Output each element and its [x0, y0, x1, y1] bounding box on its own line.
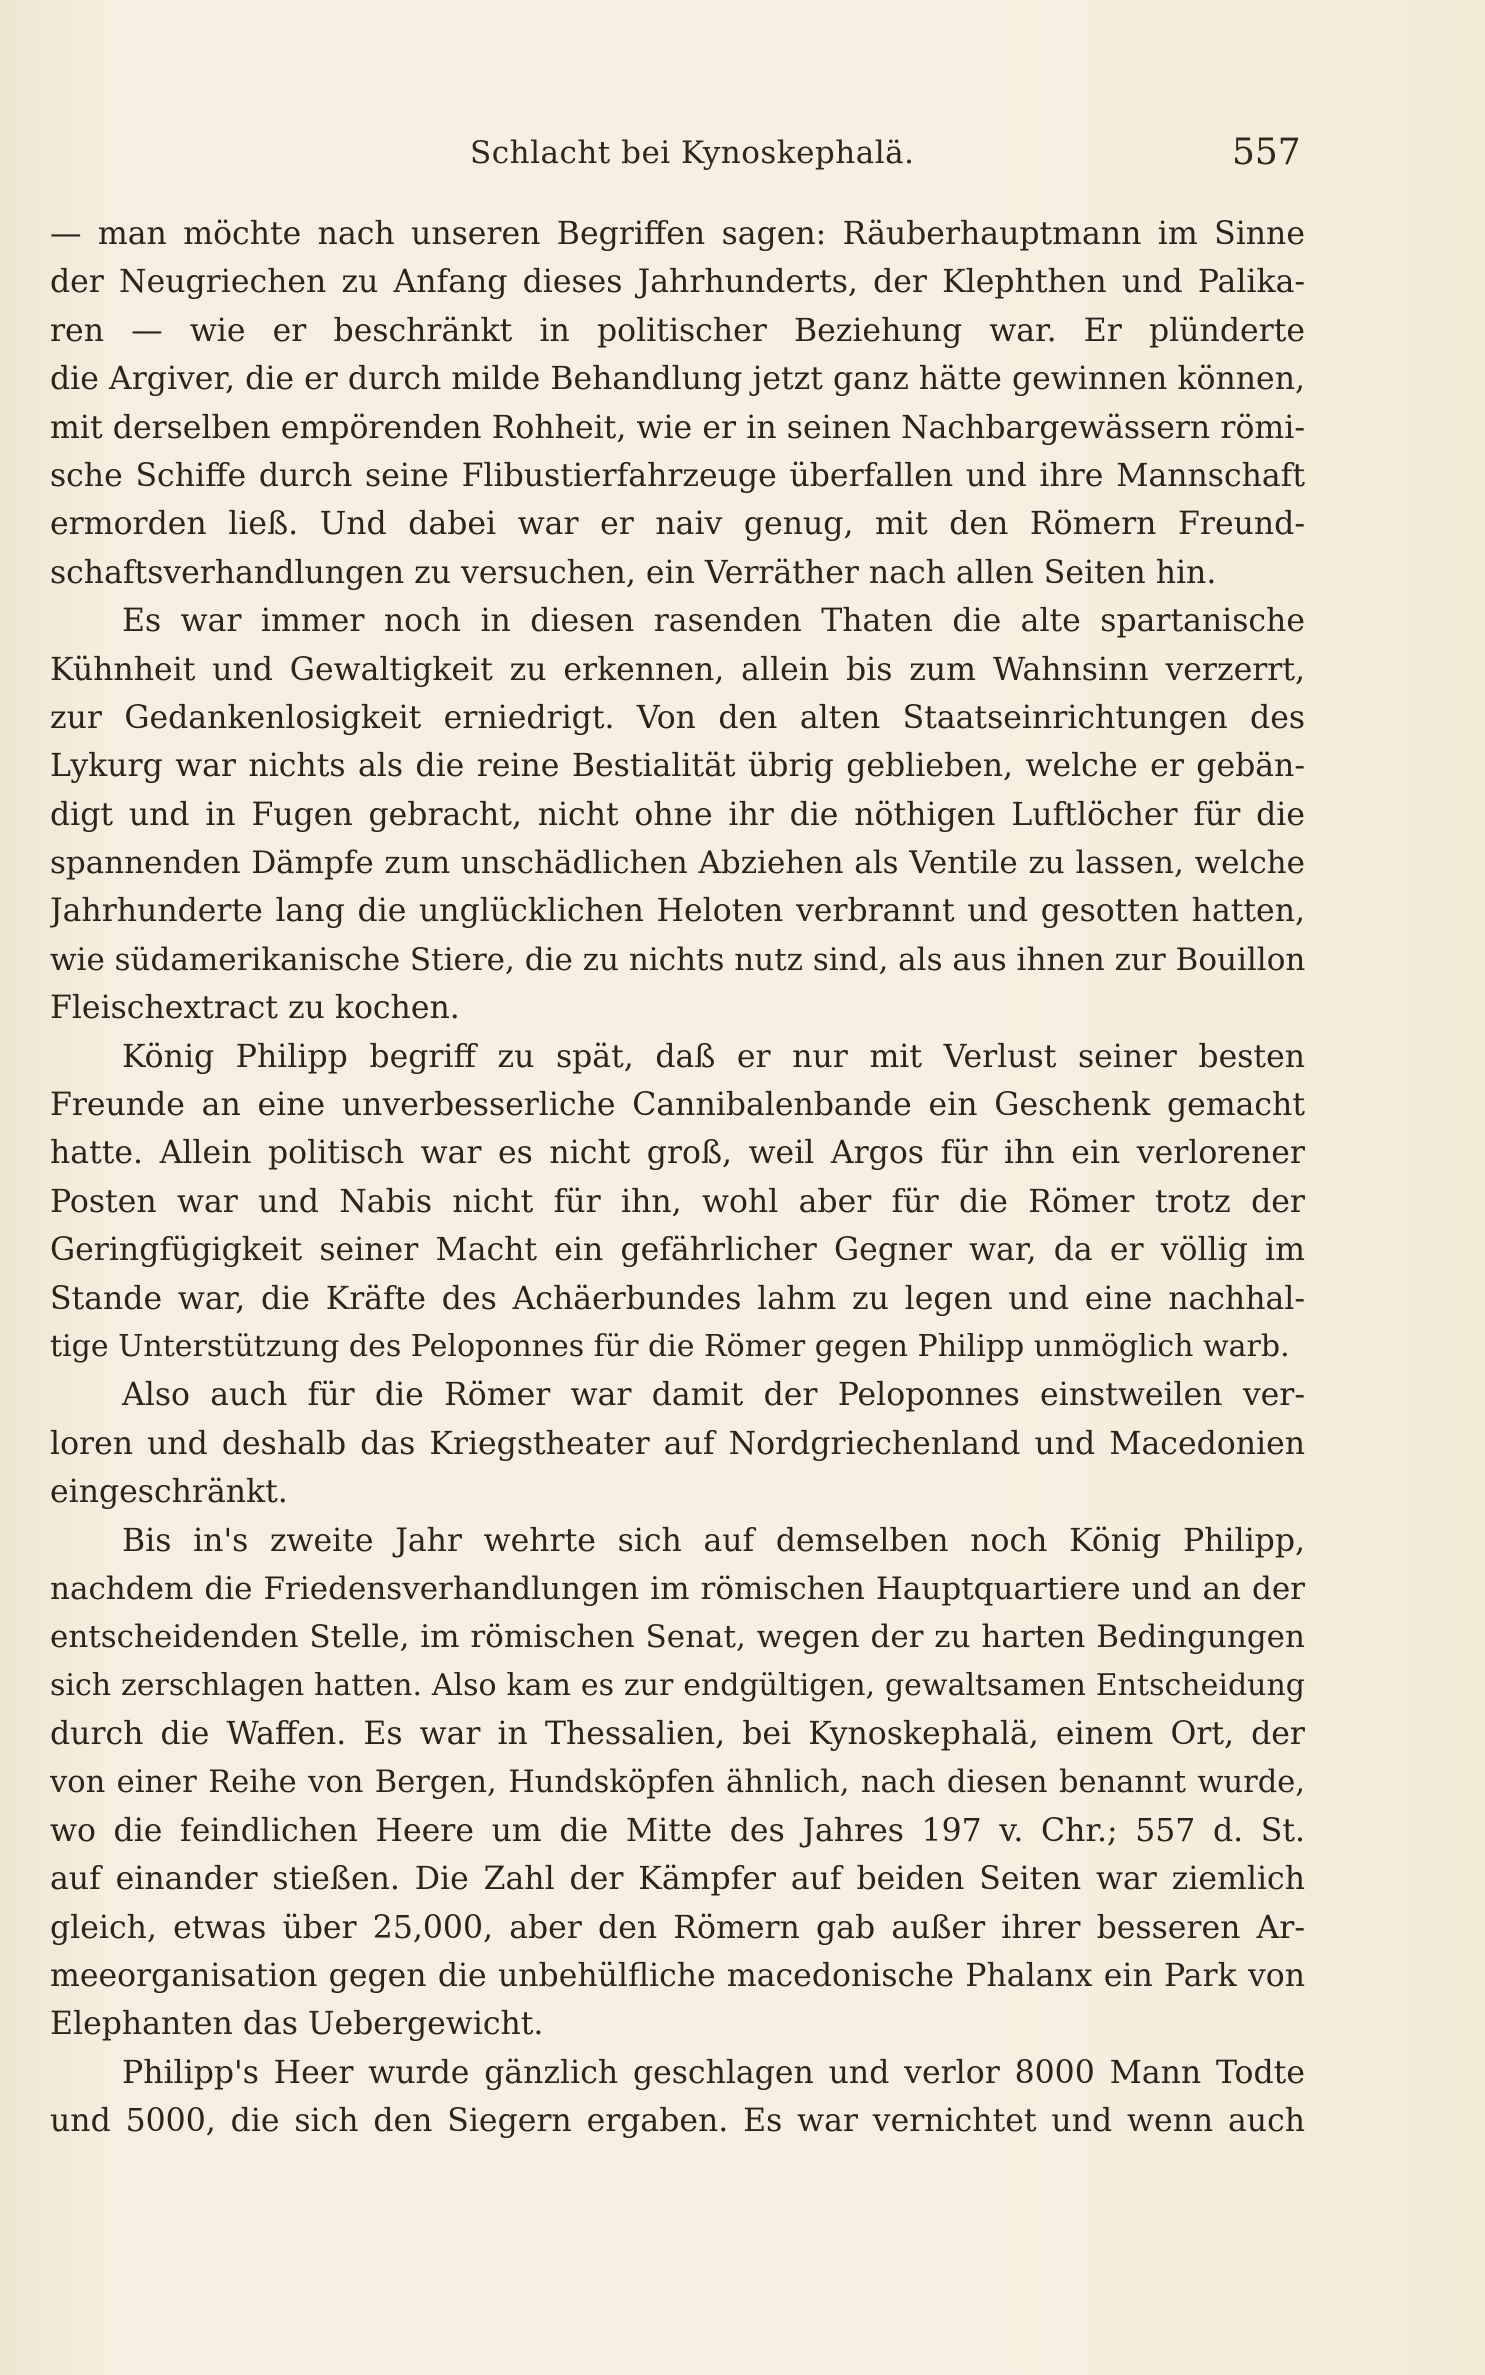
- text-line: hatte. Allein politisch war es nicht groß, weil Argos für ihn ein verlorener: [50, 1135, 1305, 1172]
- text-line: Geringfügigkeit seiner Macht ein gefährlicher Gegner war, da er völlig im: [50, 1232, 1305, 1269]
- text-line: Lykurg war nichts als die reine Bestialität übrig geblieben, welche er gebän-: [50, 748, 1305, 785]
- text-line: Fleischextract zu kochen.: [50, 990, 460, 1027]
- text-line: zur Gedankenlosigkeit erniedrigt. Von den alten Staatseinrichtungen des: [50, 699, 1305, 736]
- text-line: durch die Waffen. Es war in Thessalien, bei Kynoskephalä, einem Ort, der: [50, 1716, 1305, 1753]
- page-number: 557: [1232, 132, 1301, 173]
- text-line: digt und in Fugen gebracht, nicht ohne ihr die nöthigen Luftlöcher für die: [50, 796, 1305, 833]
- text-line: Jahrhunderte lang die unglücklichen Heloten verbrannt und gesotten hatten,: [50, 893, 1305, 930]
- text-line: Es war immer noch in diesen rasenden Thaten die alte spartanische: [122, 603, 1305, 640]
- text-line: schaftsverhandlungen zu versuchen, ein Verräther nach allen Seiten hin.: [50, 554, 1217, 591]
- text-line: auf einander stießen. Die Zahl der Kämpfer auf beiden Seiten war ziemlich: [50, 1861, 1305, 1898]
- text-line: eingeschränkt.: [50, 1474, 288, 1511]
- text-line: sche Schiffe durch seine Flibustierfahrzeuge überfallen und ihre Mannschaft: [50, 457, 1305, 494]
- text-line: — man möchte nach unseren Begriffen sagen: Räuberhauptmann im Sinne: [50, 216, 1305, 252]
- text-line: die Argiver, die er durch milde Behandlung jetzt ganz hätte gewinnen können,: [50, 361, 1305, 398]
- text-line: sich zerschlagen hatten. Also kam es zur endgültigen, gewaltsamen Entscheidung: [50, 1667, 1305, 1703]
- text-line: Also auch für die Römer war damit der Peloponnes einstweilen ver-: [122, 1377, 1305, 1414]
- text-line: ren — wie er beschränkt in politischer Beziehung war. Er plünderte: [50, 312, 1305, 349]
- text-line: gleich, etwas über 25,000, aber den Römern gab außer ihrer besseren Ar-: [50, 1909, 1305, 1946]
- text-line: nachdem die Friedensverhandlungen im römischen Hauptquartiere und an der: [50, 1570, 1305, 1607]
- text-line: Posten war und Nabis nicht für ihn, wohl aber für die Römer trotz der: [50, 1183, 1305, 1220]
- body-text: [50, 210, 1305, 2146]
- text-line: tige Unterstützung des Peloponnes für die Römer gegen Philipp unmöglich warb.: [50, 1328, 1290, 1364]
- text-line: von einer Reihe von Bergen, Hundsköpfen ähnlich, nach diesen benannt wurde,: [50, 1764, 1305, 1800]
- text-line: wie südamerikanische Stiere, die zu nichts nutz sind, als aus ihnen zur Bouillon: [50, 941, 1305, 978]
- text-line: König Philipp begriff zu spät, daß er nur mit Verlust seiner besten: [122, 1038, 1305, 1075]
- text-line: wo die feindlichen Heere um die Mitte des Jahres 197 v. Chr.; 557 d. St.: [50, 1812, 1305, 1849]
- text-line: entscheidenden Stelle, im römischen Senat, wegen der zu harten Bedingungen: [50, 1619, 1305, 1656]
- text-line: Freunde an eine unverbesserliche Cannibalenbande ein Geschenk gemacht: [50, 1087, 1305, 1124]
- text-line: Kühnheit und Gewaltigkeit zu erkennen, allein bis zum Wahnsinn verzerrt,: [50, 651, 1305, 688]
- text-line: loren und deshalb das Kriegstheater auf Nordgriechenland und Macedonien: [50, 1425, 1305, 1462]
- running-title: Schlacht bei Kynoskephalä.: [470, 135, 915, 171]
- text-line: und 5000, die sich den Siegern ergaben. Es war vernichtet und wenn auch: [50, 2103, 1305, 2140]
- text-line: Elephanten das Uebergewicht.: [50, 2006, 544, 2043]
- text-line: Stande war, die Kräfte des Achäerbundes lahm zu legen und eine nachhal-: [50, 1280, 1305, 1317]
- text-line: spannenden Dämpfe zum unschädlichen Abziehen als Ventile zu lassen, welche: [50, 845, 1305, 882]
- text-line: ermorden ließ. Und dabei war er naiv genug, mit den Römern Freund-: [50, 506, 1305, 543]
- text-line: Philipp's Heer wurde gänzlich geschlagen und verlor 8000 Mann Todte: [122, 2054, 1305, 2091]
- text-line: der Neugriechen zu Anfang dieses Jahrhunderts, der Klephthen und Palika-: [50, 264, 1305, 301]
- text-line: meeorganisation gegen die unbehülfliche macedonische Phalanx ein Park von: [50, 1958, 1305, 1995]
- text-line: mit derselben empörenden Rohheit, wie er in seinen Nachbargewässern römi-: [50, 409, 1305, 446]
- text-line: Bis in's zweite Jahr wehrte sich auf demselben noch König Philipp,: [122, 1522, 1305, 1559]
